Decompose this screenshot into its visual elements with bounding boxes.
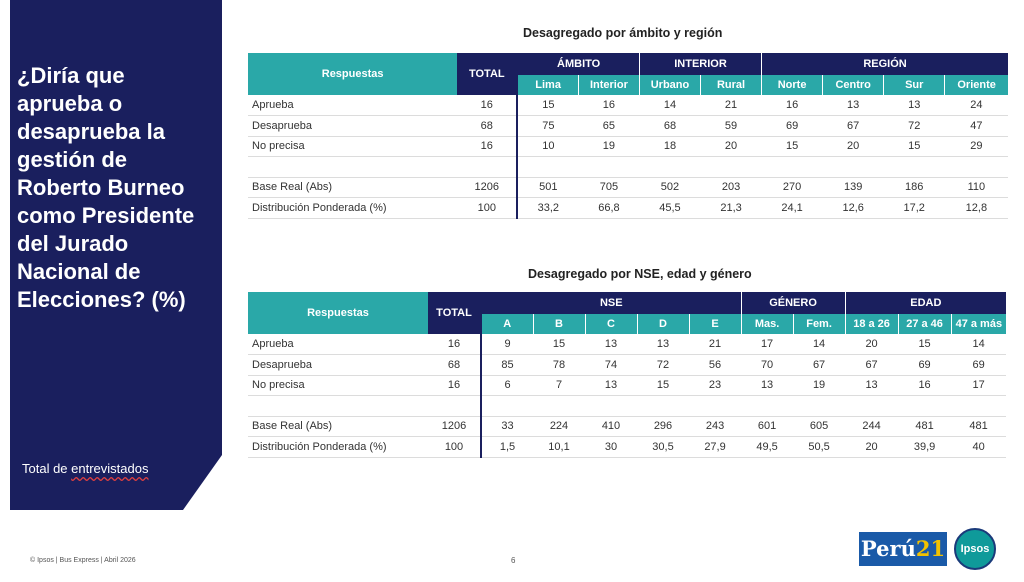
cell-value: 45,5 (639, 198, 700, 219)
cell-value: 186 (884, 177, 945, 198)
group-region: REGIÓN (762, 53, 1008, 75)
cell-value: 33,2 (517, 198, 578, 219)
base-row (248, 437, 1006, 458)
group-ambito: ÁMBITO (517, 53, 639, 75)
cell-value: 10 (517, 136, 578, 157)
cell-value: 21 (689, 334, 741, 355)
group-genero: GÉNERO (741, 292, 845, 314)
cell-value: 6 (481, 375, 533, 396)
cell-value: 67 (845, 355, 898, 376)
empty-cell (585, 396, 637, 417)
group-edad: EDAD (845, 292, 1006, 314)
cell-value: 9 (481, 334, 533, 355)
cell-value: 15 (533, 334, 585, 355)
cell-value: 50,5 (793, 437, 845, 458)
row-label: Aprueba (248, 95, 457, 116)
cell-value: 13 (741, 375, 793, 396)
base-row (248, 177, 1008, 198)
logo-21: 21 (915, 536, 946, 561)
table-row (248, 136, 1008, 157)
cell-value: 100 (428, 437, 481, 458)
cell-value: 270 (762, 177, 823, 198)
cell-value: 20 (845, 334, 898, 355)
cell-value: 13 (884, 95, 945, 116)
cell-value: 13 (845, 375, 898, 396)
cell-value: 19 (578, 136, 639, 157)
cell-value: 19 (793, 375, 845, 396)
cell-value: 12,6 (823, 198, 884, 219)
cell-value: 16 (578, 95, 639, 116)
subheader: 47 a más (951, 314, 1006, 334)
cell-value: 27,9 (689, 437, 741, 458)
cell-value: 56 (689, 355, 741, 376)
spacer-row (248, 157, 1008, 178)
empty-cell (639, 157, 700, 178)
subheader: 27 a 46 (898, 314, 951, 334)
subheader: Lima (517, 75, 578, 95)
cell-value: 203 (701, 177, 762, 198)
cell-value: 16 (898, 375, 951, 396)
cell-value: 16 (428, 375, 481, 396)
subheader: Oriente (945, 75, 1008, 95)
cell-value: 68 (639, 116, 700, 137)
table-ambito-region (248, 53, 1008, 219)
cell-value: 605 (793, 416, 845, 437)
cell-value: 243 (689, 416, 741, 437)
cell-value: 47 (945, 116, 1008, 137)
cell-value: 14 (793, 334, 845, 355)
cell-value: 33 (481, 416, 533, 437)
row-label: Base Real (Abs) (248, 177, 457, 198)
empty-cell (533, 396, 585, 417)
cell-value: 296 (637, 416, 689, 437)
cell-value: 13 (585, 334, 637, 355)
cell-value: 68 (428, 355, 481, 376)
cell-value: 139 (823, 177, 884, 198)
cell-value: 30 (585, 437, 637, 458)
cell-value: 21 (701, 95, 762, 116)
base-row (248, 416, 1006, 437)
page-number: 6 (511, 556, 516, 565)
cell-value: 66,8 (578, 198, 639, 219)
cell-value: 17,2 (884, 198, 945, 219)
subheader: Mas. (741, 314, 793, 334)
empty-cell (637, 396, 689, 417)
table-row (248, 95, 1008, 116)
subheader: Fem. (793, 314, 845, 334)
table-row (248, 334, 1006, 355)
table1-title: Desagregado por ámbito y región (523, 26, 723, 40)
question-title: ¿Diría que aprueba o desaprueba la gestión de Roberto Burneo como Presidente del Jurado Nacional de Elecciones? (%) (17, 63, 195, 312)
subheader: Urbano (639, 75, 700, 95)
table-row (248, 116, 1008, 137)
table2-title: Desagregado por NSE, edad y género (528, 267, 752, 281)
spacer-row (248, 396, 1006, 417)
table-row (248, 375, 1006, 396)
cell-value: 1206 (457, 177, 517, 198)
footnote-prefix: Total de (22, 461, 72, 476)
empty-cell (517, 157, 578, 178)
cell-value: 15 (517, 95, 578, 116)
cell-value: 16 (762, 95, 823, 116)
cell-value: 410 (585, 416, 637, 437)
cell-value: 39,9 (898, 437, 951, 458)
cell-value: 23 (689, 375, 741, 396)
table-nse-edad-genero (248, 292, 1006, 458)
subheader: 18 a 26 (845, 314, 898, 334)
empty-cell (741, 396, 793, 417)
source-footer: © Ipsos | Bus Express | Abril 2026 (30, 557, 136, 564)
subheader: D (637, 314, 689, 334)
cell-value: 21,3 (701, 198, 762, 219)
empty-cell (823, 157, 884, 178)
cell-value: 501 (517, 177, 578, 198)
row-label: No precisa (248, 136, 457, 157)
subheader: Sur (884, 75, 945, 95)
subheader: Norte (762, 75, 823, 95)
cell-value: 78 (533, 355, 585, 376)
cell-value: 69 (762, 116, 823, 137)
empty-cell (689, 396, 741, 417)
cell-value: 17 (951, 375, 1006, 396)
peru21-logo (859, 532, 947, 566)
row-label: Distribución Ponderada (%) (248, 198, 457, 219)
cell-value: 18 (639, 136, 700, 157)
footnote-link: entrevistados (71, 461, 149, 476)
cell-value: 75 (517, 116, 578, 137)
cell-value: 20 (701, 136, 762, 157)
subheader: C (585, 314, 637, 334)
cell-value: 12,8 (945, 198, 1008, 219)
empty-cell (951, 396, 1006, 417)
empty-cell (578, 157, 639, 178)
ipsos-logo (954, 528, 996, 570)
base-row (248, 198, 1008, 219)
cell-value: 67 (793, 355, 845, 376)
empty-cell (457, 157, 517, 178)
empty-cell (845, 396, 898, 417)
cell-value: 244 (845, 416, 898, 437)
cell-value: 69 (898, 355, 951, 376)
subheader: A (481, 314, 533, 334)
cell-value: 72 (637, 355, 689, 376)
cell-value: 15 (762, 136, 823, 157)
cell-value: 74 (585, 355, 637, 376)
row-label: Desaprueba (248, 355, 428, 376)
empty-cell (898, 396, 951, 417)
row-label: No precisa (248, 375, 428, 396)
row-label: Aprueba (248, 334, 428, 355)
cell-value: 85 (481, 355, 533, 376)
cell-value: 16 (457, 95, 517, 116)
cell-value: 24 (945, 95, 1008, 116)
cell-value: 13 (823, 95, 884, 116)
cell-value: 24,1 (762, 198, 823, 219)
empty-cell (248, 157, 457, 178)
header-respuestas: Respuestas (248, 53, 457, 95)
subheader: B (533, 314, 585, 334)
empty-cell (945, 157, 1008, 178)
cell-value: 20 (845, 437, 898, 458)
subheader: Interior (578, 75, 639, 95)
cell-value: 15 (884, 136, 945, 157)
cell-value: 20 (823, 136, 884, 157)
cell-value: 15 (898, 334, 951, 355)
cell-value: 14 (639, 95, 700, 116)
cell-value: 69 (951, 355, 1006, 376)
subheader: Centro (823, 75, 884, 95)
cell-value: 70 (741, 355, 793, 376)
cell-value: 68 (457, 116, 517, 137)
cell-value: 59 (701, 116, 762, 137)
cell-value: 705 (578, 177, 639, 198)
empty-cell (793, 396, 845, 417)
cell-value: 49,5 (741, 437, 793, 458)
cell-value: 16 (457, 136, 517, 157)
cell-value: 110 (945, 177, 1008, 198)
row-label: Distribución Ponderada (%) (248, 437, 428, 458)
cell-value: 10,1 (533, 437, 585, 458)
cell-value: 67 (823, 116, 884, 137)
cell-value: 481 (898, 416, 951, 437)
header-total: TOTAL (457, 53, 517, 95)
subheader: E (689, 314, 741, 334)
group-interior: INTERIOR (639, 53, 761, 75)
row-label: Base Real (Abs) (248, 416, 428, 437)
header-respuestas: Respuestas (248, 292, 428, 334)
cell-value: 15 (637, 375, 689, 396)
cell-value: 30,5 (637, 437, 689, 458)
cell-value: 1206 (428, 416, 481, 437)
cell-value: 29 (945, 136, 1008, 157)
logo-peru: Perú (860, 536, 916, 561)
sample-footnote (22, 461, 148, 476)
cell-value: 224 (533, 416, 585, 437)
empty-cell (762, 157, 823, 178)
cell-value: 7 (533, 375, 585, 396)
cell-value: 40 (951, 437, 1006, 458)
cell-value: 17 (741, 334, 793, 355)
cell-value: 100 (457, 198, 517, 219)
cell-value: 16 (428, 334, 481, 355)
empty-cell (884, 157, 945, 178)
subheader: Rural (701, 75, 762, 95)
cell-value: 1,5 (481, 437, 533, 458)
header-total: TOTAL (428, 292, 481, 334)
cell-value: 72 (884, 116, 945, 137)
group-nse: NSE (481, 292, 741, 314)
empty-cell (248, 396, 428, 417)
table-row (248, 355, 1006, 376)
cell-value: 14 (951, 334, 1006, 355)
empty-cell (481, 396, 533, 417)
row-label: Desaprueba (248, 116, 457, 137)
cell-value: 481 (951, 416, 1006, 437)
cell-value: 502 (639, 177, 700, 198)
logo-ipsos: Ipsos (960, 543, 990, 555)
empty-cell (428, 396, 481, 417)
cell-value: 13 (585, 375, 637, 396)
cell-value: 601 (741, 416, 793, 437)
empty-cell (701, 157, 762, 178)
cell-value: 13 (637, 334, 689, 355)
cell-value: 65 (578, 116, 639, 137)
